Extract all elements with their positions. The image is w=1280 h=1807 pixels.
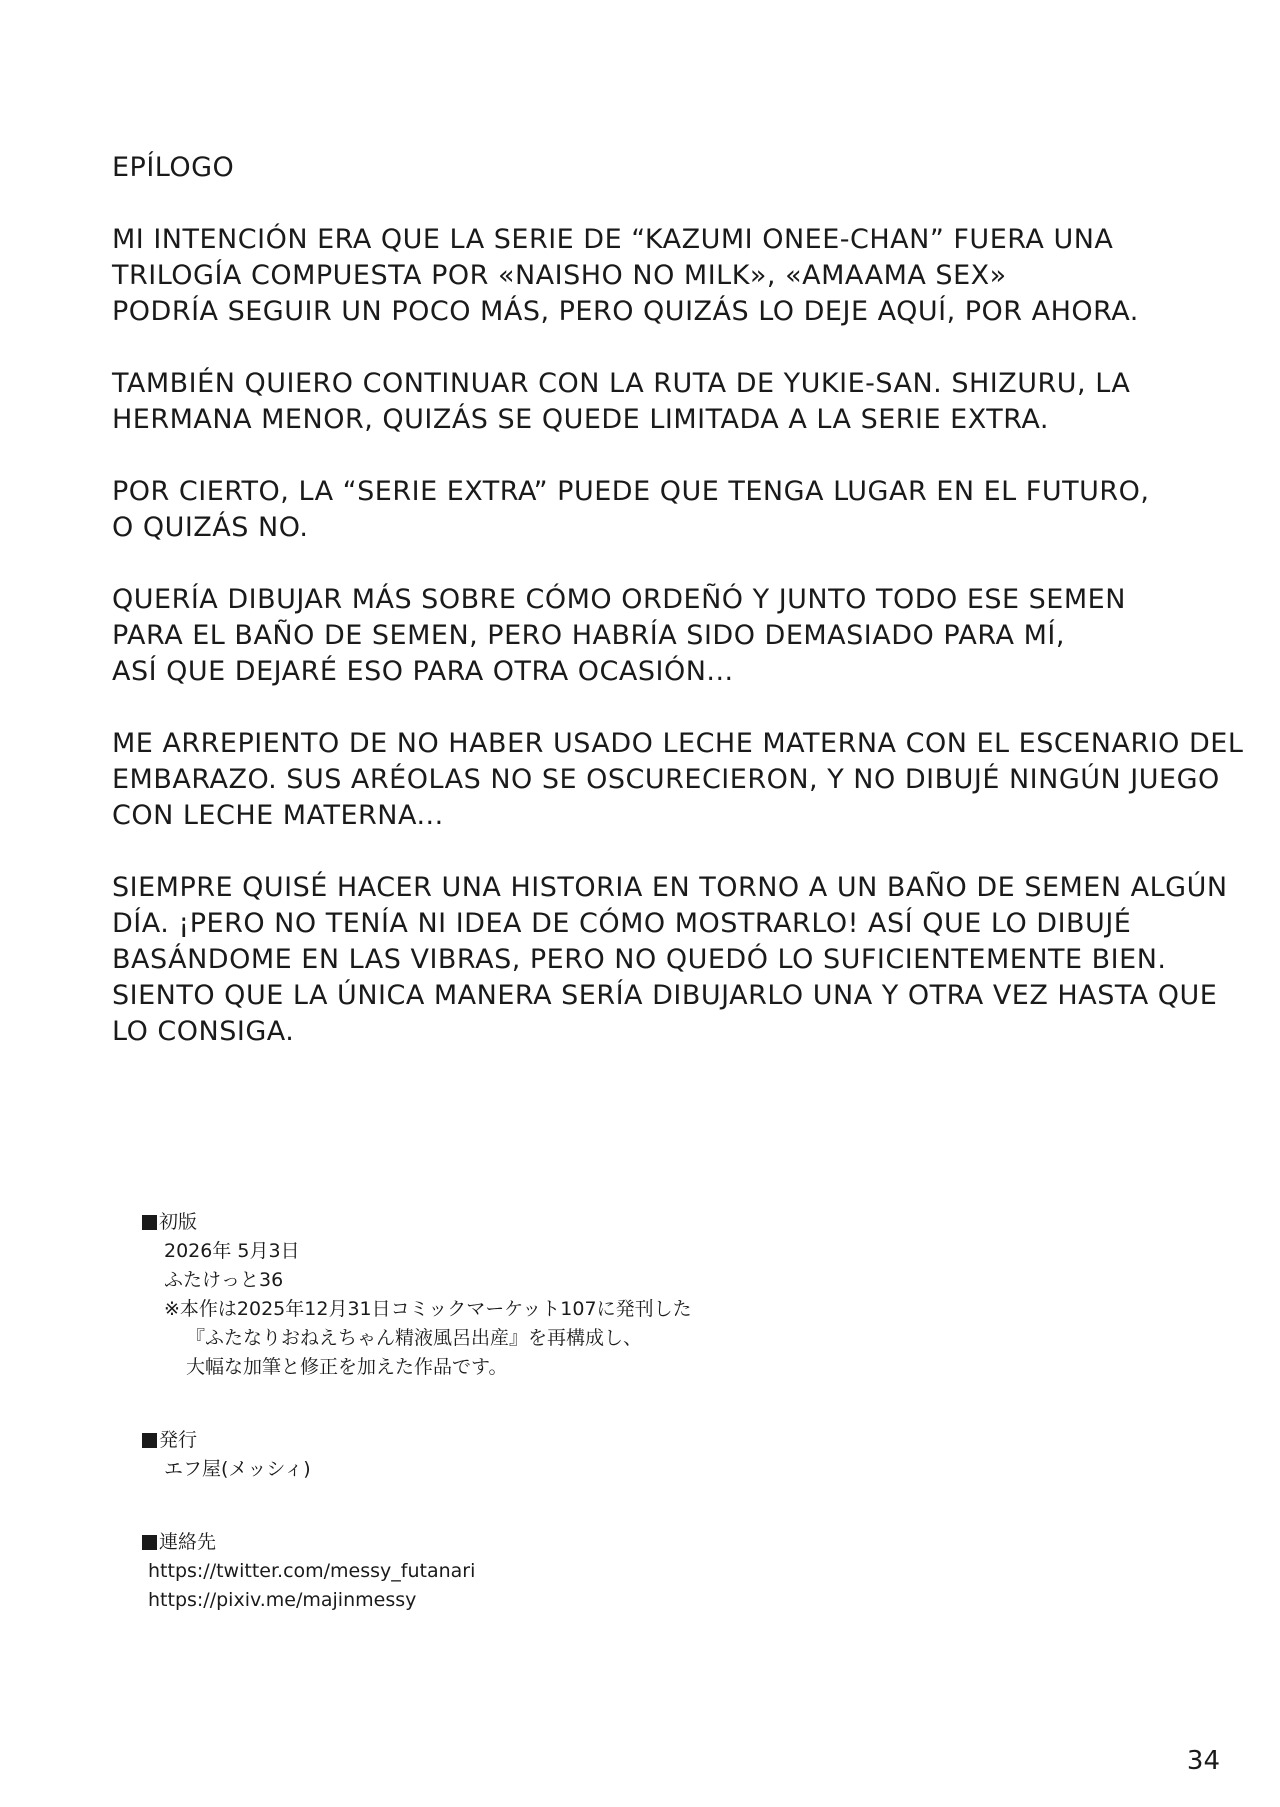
first-edition-section	[142, 1208, 1042, 1382]
contact-heading	[142, 1528, 1042, 1557]
epilogue-title: EPÍLOGO	[112, 152, 235, 183]
text-line: EMBARAZO. SUS ARÉOLAS NO SE OSCURECIERON, Y NO DIBUJÉ NINGÚN JUEGO	[112, 764, 1220, 795]
black-square-icon	[142, 1215, 157, 1230]
page-number: 34	[1186, 1746, 1220, 1776]
publisher-name: エフ屋(メッシィ)	[164, 1458, 311, 1480]
colophon	[142, 1208, 1042, 1659]
publisher-heading	[142, 1426, 1042, 1455]
twitter-link: https://twitter.com/messy_futanari	[148, 1560, 476, 1582]
text-line: ME ARREPIENTO DE NO HABER USADO LECHE MATERNA CON EL ESCENARIO DEL	[112, 728, 1244, 759]
text-line: SIEMPRE QUISÉ HACER UNA HISTORIA EN TORNO A UN BAÑO DE SEMEN ALGÚN	[112, 872, 1228, 903]
epilogue-paragraph-6	[112, 870, 1228, 1050]
first-edition-note: 『ふたなりおねえちゃん精液風呂出産』を再構成し、	[186, 1327, 643, 1349]
black-square-icon	[142, 1535, 157, 1550]
first-edition-note: 大幅な加筆と修正を加えた作品です。	[186, 1356, 508, 1378]
text-line: PARA EL BAÑO DE SEMEN, PERO HABRÍA SIDO DEMASIADO PARA MÍ,	[112, 620, 1065, 651]
text-line: POR CIERTO, LA “SERIE EXTRA” PUEDE QUE TENGA LUGAR EN EL FUTURO,	[112, 476, 1150, 507]
contact-label: 連絡先	[159, 1531, 217, 1553]
epilogue-paragraph-3	[112, 474, 1192, 546]
text-line: O QUIZÁS NO.	[112, 512, 309, 543]
contact-section	[142, 1528, 1042, 1615]
text-line: CON LECHE MATERNA...	[112, 800, 444, 831]
first-edition-note: ※本作は2025年12月31日コミックマーケット107に発刊した	[164, 1298, 692, 1320]
text-line: HERMANA MENOR, QUIZÁS SE QUEDE LIMITADA A LA SERIE EXTRA.	[112, 404, 1049, 435]
first-edition-heading	[142, 1208, 1042, 1237]
text-line: SIENTO QUE LA ÚNICA MANERA SERÍA DIBUJARLO UNA Y OTRA VEZ HASTA QUE	[112, 980, 1218, 1011]
text-line: ASÍ QUE DEJARÉ ESO PARA OTRA OCASIÓN...	[112, 656, 734, 687]
first-edition-date: 2026年 5月3日	[164, 1240, 300, 1262]
text-line: PODRÍA SEGUIR UN POCO MÁS, PERO QUIZÁS LO DEJE AQUÍ, POR AHORA.	[112, 296, 1139, 327]
first-edition-label: 初版	[159, 1211, 198, 1233]
epilogue-paragraph-1	[112, 222, 1192, 330]
pixiv-link: https://pixiv.me/majinmessy	[148, 1589, 417, 1611]
publisher-section	[142, 1426, 1042, 1484]
epilogue-paragraph-4	[112, 582, 1192, 690]
text-line: DÍA. ¡PERO NO TENÍA NI IDEA DE CÓMO MOSTRARLO! ASÍ QUE LO DIBUJÉ	[112, 908, 1132, 939]
black-square-icon	[142, 1433, 157, 1448]
text-line: TRILOGÍA COMPUESTA POR «NAISHO NO MILK», «AMAAMA SEX»	[112, 260, 1007, 291]
epilogue-text	[112, 150, 1244, 1086]
epilogue-paragraph-5	[112, 726, 1244, 834]
text-line: MI INTENCIÓN ERA QUE LA SERIE DE “KAZUMI ONEE-CHAN” FUERA UNA	[112, 224, 1114, 255]
publisher-label: 発行	[159, 1429, 198, 1451]
text-line: TAMBIÉN QUIERO CONTINUAR CON LA RUTA DE YUKIE-SAN. SHIZURU, LA	[112, 368, 1131, 399]
first-edition-event: ふたけっと36	[164, 1269, 284, 1291]
epilogue-paragraph-2	[112, 366, 1192, 438]
text-line: BASÁNDOME EN LAS VIBRAS, PERO NO QUEDÓ LO SUFICIENTEMENTE BIEN.	[112, 944, 1167, 975]
text-line: QUERÍA DIBUJAR MÁS SOBRE CÓMO ORDEÑÓ Y JUNTO TODO ESE SEMEN	[112, 584, 1126, 615]
text-line: LO CONSIGA.	[112, 1016, 295, 1047]
